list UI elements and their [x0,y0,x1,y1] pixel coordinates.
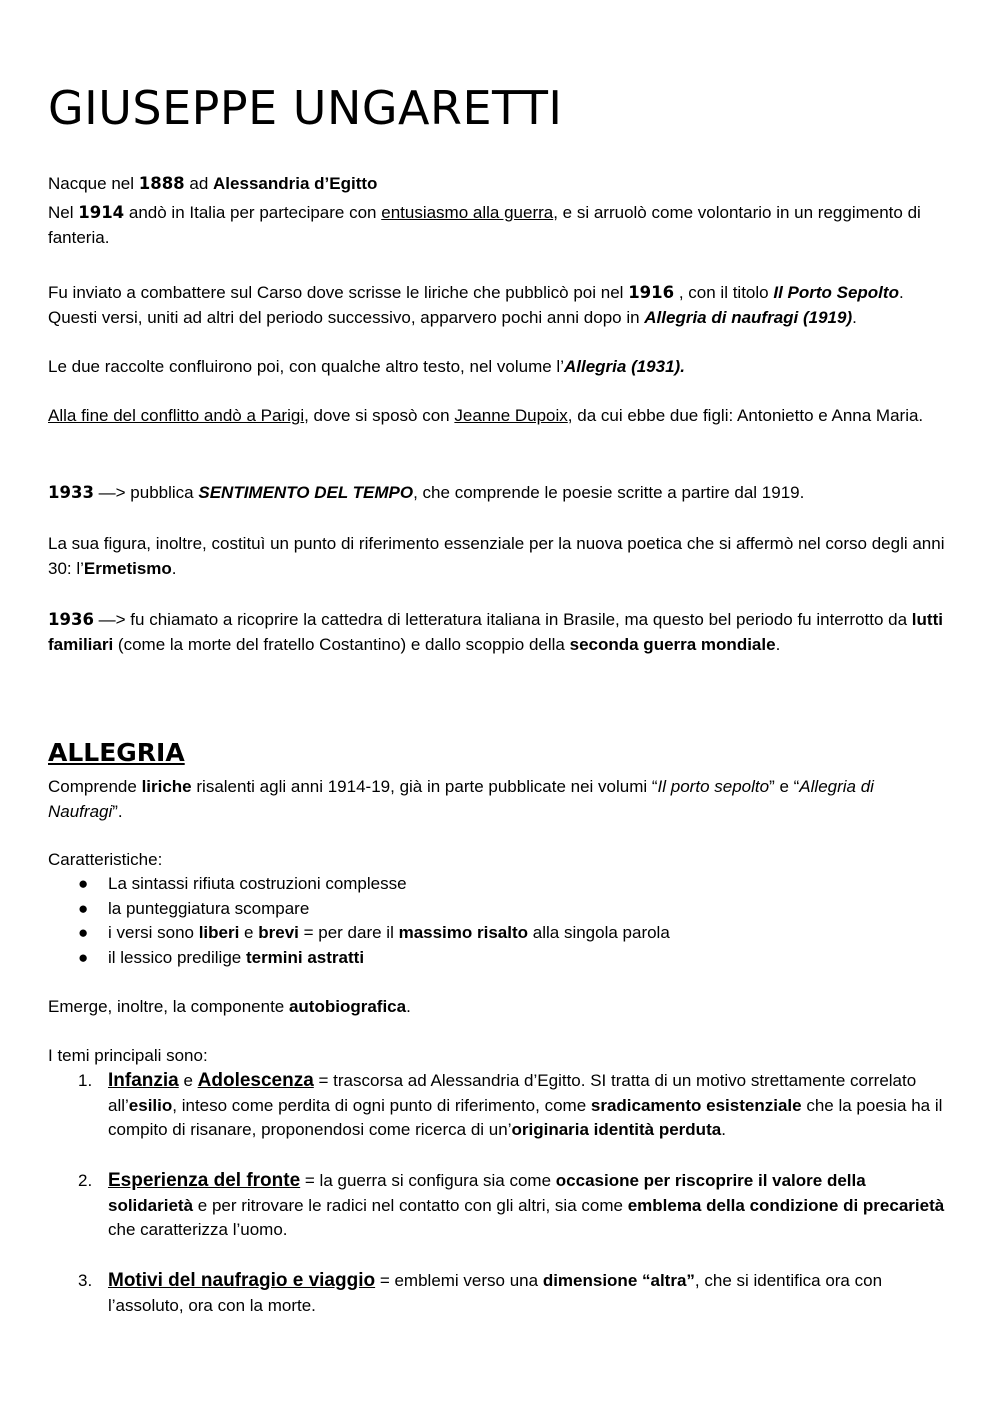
theme-item-1 [48,1069,948,1143]
list-number: 3. [78,1271,93,1290]
themes-label: I temi principali sono: [48,1046,208,1065]
italic-text: Il porto sepolto [657,777,770,796]
italic-text: Allegria di Naufragi [48,777,874,821]
bio-1916 [48,281,948,330]
work-title: Allegria di naufragi (1919) [644,307,853,327]
text: = emblemi verso una [375,1271,543,1290]
theme-title: Motivi del naufragio e viaggio [108,1270,376,1291]
underlined-text: Alla fine del conflitto andò a Parigi [48,406,305,425]
text: = trascorsa ad Alessandria d’Egitto. SI tratta di un motivo strettamente correlato all’ [108,1071,917,1115]
theme-item-3 [48,1269,948,1318]
year-1916: 1916 [628,283,675,302]
text: la punteggiatura scompare [108,898,310,918]
list-item [48,921,948,946]
list-item [48,872,948,897]
text: ” e “ [769,777,800,796]
text: che caratterizza l’uomo. [108,1220,288,1239]
text: , con il titolo [674,283,774,302]
text: e [239,923,259,942]
bold-text: massimo risalto [398,923,529,942]
year-1936: 1936 [48,610,94,629]
text: , e si arruolò come volontario in un reggimento di fanteria. [48,203,921,247]
bullet-icon: ● [78,947,89,967]
text: Emerge, inoltre, la componente [48,997,289,1016]
text: ”. [112,801,123,821]
text: . [406,997,411,1016]
theme-title: Infanzia [108,1070,179,1091]
list-item [48,897,948,922]
text: —> pubblica [93,483,199,502]
theme-title: Esperienza del fronte [108,1170,301,1191]
text: e [178,1071,198,1090]
birthplace: Alessandria d’Egitto [213,174,378,193]
text: alla singola parola [528,923,670,942]
year-1914: 1914 [78,203,125,222]
text: i versi sono [108,923,199,942]
features-list [48,872,948,970]
underlined-text: entusiasmo alla guerra [381,203,554,222]
list-number: 2. [78,1171,93,1190]
text: —> fu chiamato a ricoprire la cattedra di letteratura italiana in Brasile, ma questo bel periodo fu interrotto da [93,610,912,629]
text: andò in Italia per partecipare con [124,203,382,222]
text: = per dare il [298,923,399,942]
bold-text: occasione per riscoprire il valore della solidarietà [108,1171,866,1215]
year-1888: 1888 [138,174,185,193]
bold-text: brevi [258,923,299,942]
bold-text: autobiografica [288,997,407,1016]
text: il lessico predilige [108,947,246,967]
allegria-intro [48,775,948,824]
text: Le due raccolte confluirono poi, con qualche altro testo, nel volume l’ [48,357,564,376]
theme-title: Adolescenza [197,1070,314,1091]
bio-allegria-1931 [48,355,948,380]
text: Comprende [48,777,142,796]
text: . [775,634,781,654]
theme-item-2 [48,1169,948,1243]
list-item [48,946,948,971]
text: La sintassi rifiuta costruzioni complesse [108,874,407,893]
bold-text: originaria identità perduta [511,1120,722,1139]
underlined-text: Jeanne Dupoix [454,406,568,425]
bold-text: liriche [141,777,192,796]
bold-text: lutti familiari [48,610,943,654]
text: . Questi versi, uniti ad altri del periodo successivo, apparvero pochi anni dopo in [48,283,904,327]
features-label: Caratteristiche: [48,850,163,869]
section-heading-allegria: ALLEGRIA [48,738,185,767]
bullet-icon: ● [78,923,89,942]
bullet-icon: ● [78,874,89,893]
bio-1936 [48,608,948,657]
bio-ermetismo [48,532,948,581]
bold-text: Ermetismo [83,558,172,578]
text: , da cui ebbe due figli: Antonietto e Anna Maria. [567,406,924,425]
list-number: 1. [78,1071,93,1090]
text: . [171,558,177,578]
text: e per ritrovare le radici nel contatto con gli altri, sia come [193,1195,628,1215]
text: = la guerra si configura sia come [300,1171,556,1190]
bullet-icon: ● [78,898,89,918]
bold-text: termini astratti [245,947,365,967]
text: , dove si sposò con [304,406,455,425]
text: , inteso come perdita di ogni punto di riferimento, come [172,1095,591,1115]
page-title: GIUSEPPE UNGARETTI [48,81,563,135]
text: , che si identifica ora con l’assoluto, ora con la morte. [108,1271,883,1315]
bold-text: sradicamento esistenziale [590,1095,802,1115]
text: Fu inviato a combattere sul Carso dove scrisse le liriche che pubblicò poi nel [48,283,629,302]
work-title: SENTIMENTO DEL TEMPO [198,483,414,502]
bio-birth [48,172,948,197]
work-title: Il Porto Sepolto [773,283,899,302]
bio-paris [48,404,948,429]
text: . [852,307,857,327]
work-title: Allegria (1931). [563,357,685,376]
text: La sua figura, inoltre, costituì un punto di riferimento essenziale per la nuova poetica che si affermò nel corso degli anni 30: l’ [48,534,945,578]
bio-1933 [48,481,948,506]
bold-text: emblema della condizione di precarietà [627,1195,945,1215]
year-1933: 1933 [48,483,94,502]
emerge-paragraph [48,995,948,1020]
text: risalenti agli anni 1914-19, già in parte pubblicate nei volumi “ [191,777,658,796]
bold-text: seconda guerra mondiale [569,634,776,654]
text: ad [184,174,214,193]
text: Nel [48,203,79,222]
bio-1914 [48,201,948,250]
text: Nacque nel [48,174,139,193]
text: che la poesia ha il compito di risanare, proponendosi come ricerca di un’ [108,1095,943,1139]
text: (come la morte del fratello Costantino) e dallo scoppio della [113,634,570,654]
text: . [721,1120,726,1139]
bold-text: liberi [198,923,240,942]
bold-text: dimensione “altra” [542,1271,695,1290]
text: , che comprende le poesie scritte a partire dal 1919. [413,483,805,502]
bold-text: esilio [128,1095,173,1115]
